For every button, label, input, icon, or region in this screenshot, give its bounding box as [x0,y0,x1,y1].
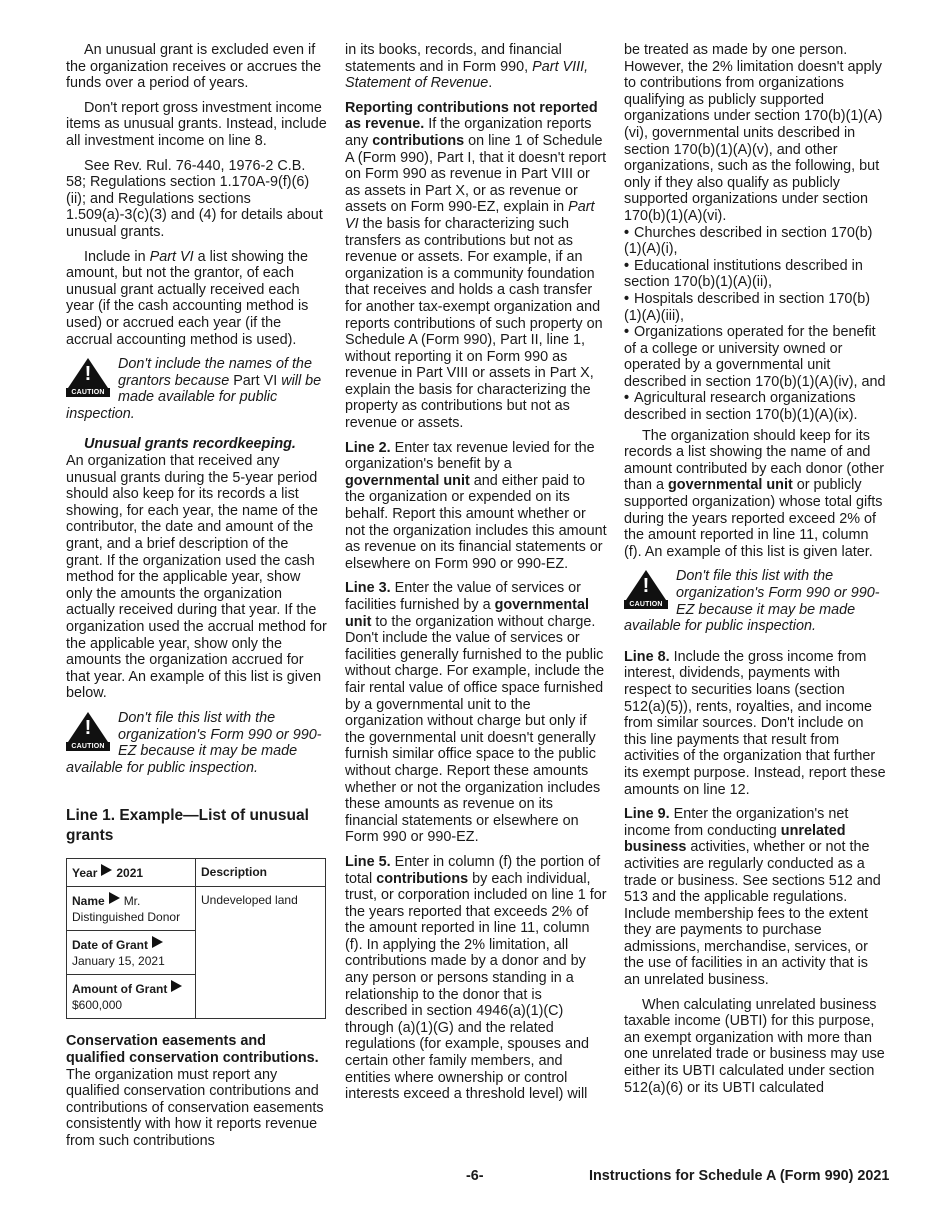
line-8-paragraph: Line 8. Include the gross income from interest, dividends, payments with respect to securities loans (section 512(a)(5)), rents, royalties, and income from similar sources. Don't include on this line payments that result from activities of the organization that further its exempt purpose. Instead, report these amounts on line 12. [624,648,886,798]
year-cell: Year 2021 [67,859,196,887]
unusual-grants-table [66,858,326,1019]
paragraph: When calculating unrelated business taxable income (UBTI) for this purpose, an exempt organization with more than one unrelated trade or business may use either its UBTI calculated under section 512(a)(6) or its UBTI calculated [624,996,885,1096]
caution-note: ! CAUTION Don't file this list with the organization's Form 990 or 990-EZ because it may be made available for public inspection. [66,709,322,776]
description-value: Undeveloped land [196,887,326,1019]
line-5-paragraph: Line 5. Enter in column (f) the portion of total contributions by each individual, trust, or corporation included on line 1 for the years reported that exceeds 2% of the amount reported in line 11, column (f). In applying the 2% limitation, all contributions made by a donor and by any person or persons standing in a relationship to the donor that is described in section 4946(a)(1)(C) through (a)(1)(G) and the related regulations (for example, spouses and certain other family members, and entities where ownership or control interests exceed a threshold level) will [345,853,607,1103]
caution-icon: ! CAUTION [66,358,110,396]
footer-title: Instructions for Schedule A (Form 990) 2021 [589,1168,890,1184]
conservation-paragraph: Conservation easements and qualified conservation contributions. The organization must report any qualified conservation contributions and contributions of conservation easements consistently with how it reports revenue from such contributions [66,1033,324,1149]
reporting-paragraph: Reporting contributions not reported as revenue. If the organization reports any contributions on line 1 of Schedule A (Form 990), Part I, that it doesn't report on Form 990 as revenue in Part VIII or as assets in Part X, or as revenue or assets on Form 990-EZ, explain in Part VI the basis for characterizing such transfers as contributions but not as revenue or assets. For example, if an organization is a community foundation that receives and holds a cash transfer for another tax-exempt organization and reports contributions of such property on Schedule A (Form 990), Part II, line 1, without reporting it on Form 990 as revenue in Part VIII or assets in Part X, explain the basis for characterizing the property as contributions but not as revenue or assets. [345,99,607,432]
paragraph: Include in Part VI a list showing the amount, but not the grantor, of each unusual grant actually received each year (if the cash accounting method is used) or accrued each year (if the accrual accounting method is used). [66,248,309,348]
description-header: Description [196,859,326,887]
line-3-paragraph: Line 3. Enter the value of services or facilities furnished by a governmental unit to the organization without charge. Don't include the value of services or facilities generally furnished to the public without charge. For example, include the fair rental value of office space furnished by a governmental unit to the organization without charge but only if the governmental unit doesn't generally furnish similar office space to the public without charge. Report these amounts whether or not the organization includes these amounts as revenue on its financial statements or elsewhere on Form 990 or 990-EZ. [345,580,605,846]
paragraph: be treated as made by one person. However, the 2% limitation doesn't apply to contributions from organizations qualifying as publicly supported organizations under section 170(b)(1)(A)(vi), governmental units described in section 170(b)(1)(A)(v), and other organizations, such as the following, but only if they also qualify as publicly supported organizations under section 170(b)(1)(A)(vi). [624,42,883,224]
column-2 [345,42,607,1111]
arrow-icon [101,864,112,876]
paragraph: See Rev. Rul. 76-440, 1976-2 C.B. 58; Regulations section 1.170A-9(f)(6)(ii); and Regulations sections 1.509(a)-3(c)(3) and (4) for details about unusual grants. [66,157,323,240]
paragraph: The organization should keep for its records a list showing the name of and amount contributed by each donor (other than a governmental unit or publicly supported organization) whose total gifts during the years reported exceed 2% of the amount reported in line 11, column (f). An example of this list is given later. [624,427,884,560]
paragraph: in its books, records, and financial statements and in Form 990, Part VIII, Statement of Revenue. [345,42,589,92]
column-1 [66,42,328,1158]
arrow-icon [171,980,182,992]
arrow-icon [152,936,163,948]
name-cell: Name Mr. Distinguished Donor [67,887,196,931]
caution-note: ! CAUTION Don't file this list with the organization's Form 990 or 990-EZ because it may be made available for public inspection. [624,568,880,635]
caution-icon: ! CAUTION [66,712,110,750]
page-number: -6- [466,1168,484,1184]
example-title: Line 1. Example—List of unusual grants [66,807,309,845]
caution-icon: ! CAUTION [624,570,668,608]
amount-cell: Amount of Grant $600,000 [67,975,196,1019]
list-item: • Organizations operated for the benefit of a college or university owned or operated by a governmental unit described in section 170(b)(1)(A)(iv), and [624,324,886,390]
recordkeeping-paragraph: Unusual grants recordkeeping. An organization that received any unusual grants during the 5-year period should also keep for its records a list showing, for each year, the name of the contributor, the date and amount of the grant, and a brief description of the grant. If the organization used the cash method for the applicable year, show only the amounts the organization actually received during that year. If the organization used the accrual method for the applicable year, show only the amounts the organization accrued for that year. An example of this list is given below. [66,436,327,702]
line-9-paragraph: Line 9. Enter the organization's net income from conducting unrelated business activities, whether or not the activities are regularly conducted as a trade or business. See sections 512 and 513 and the applicable regulations. Include membership fees to the extent they are payments to purchase admissions, merchandise, services, or the use of facilities in an activity that is an unrelated business. [624,806,881,989]
bullet-list [624,225,886,424]
list-item: • Agricultural research organizations described in section 170(b)(1)(A)(ix). [624,390,858,424]
date-cell: Date of Grant January 15, 2021 [67,931,196,975]
arrow-icon [109,892,120,904]
list-item: • Churches described in section 170(b)(1)(A)(i), [624,224,873,258]
list-item: • Hospitals described in section 170(b)(1)(A)(iii), [624,290,871,324]
list-item: • Educational institutions described in section 170(b)(1)(A)(ii), [624,257,863,291]
column-3 [624,42,886,1104]
line-2-paragraph: Line 2. Enter tax revenue levied for the organization's benefit by a governmental unit and either paid to the organization or expended on its behalf. Report this amount whether or not the organization includes this amount as revenue on its financial statements or elsewhere on Form 990 or 990-EZ. [345,439,607,572]
paragraph: Don't report gross investment income items as unusual grants. Instead, include all investment income on line 8. [66,99,327,149]
paragraph: An unusual grant is excluded even if the organization receives or accrues the funds over a period of years. [66,42,322,92]
caution-note: ! CAUTION Don't include the names of the grantors because Part VI will be made available for public inspection. [66,356,322,422]
